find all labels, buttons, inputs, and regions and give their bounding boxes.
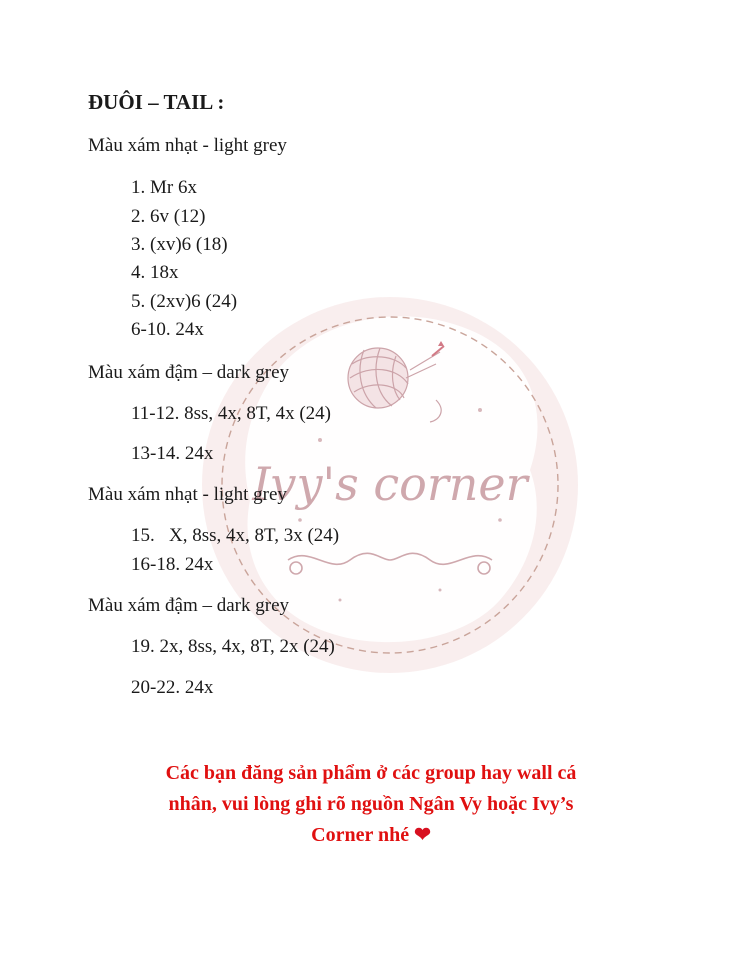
- notice-line-3: [110, 820, 632, 851]
- ivys-corner-watermark: [200, 260, 580, 700]
- pattern-row: 2. 6v (12): [131, 206, 206, 227]
- heart-icon: ❤: [414, 824, 431, 846]
- pattern-row: 13-14. 24x: [131, 443, 214, 464]
- pattern-row: 6-10. 24x: [131, 319, 204, 340]
- color-label-dark-grey-1: Màu xám đậm – dark grey: [88, 362, 290, 383]
- pattern-row: 11-12. 8ss, 4x, 8T, 4x (24): [131, 403, 332, 424]
- notice-line-3-text: Corner nhé: [311, 824, 410, 846]
- pattern-row: 4. 18x: [131, 262, 179, 283]
- notice-line-1: Các bạn đăng sản phẩm ở các group hay wall cá: [165, 762, 577, 784]
- watermark-text: Ivy's corner: [252, 457, 528, 511]
- pattern-row: 1. Mr 6x: [131, 177, 197, 198]
- notice-line-2: nhân, vui lòng ghi rõ nguồn Ngân Vy hoặc Ivy’s: [168, 793, 574, 815]
- color-label-light-grey-2: Màu xám nhạt - light grey: [88, 484, 287, 505]
- pattern-row: 20-22. 24x: [131, 677, 214, 698]
- pattern-row: 3. (xv)6 (18): [131, 234, 228, 255]
- pattern-row: 16-18. 24x: [131, 554, 214, 575]
- pattern-row: 19. 2x, 8ss, 4x, 8T, 2x (24): [131, 636, 335, 657]
- section-heading: ĐUÔI – TAIL :: [88, 90, 225, 114]
- pattern-row: 5. (2xv)6 (24): [131, 291, 238, 312]
- pattern-row: 15. X, 8ss, 4x, 8T, 3x (24): [131, 525, 340, 546]
- credit-notice: [110, 758, 632, 851]
- color-label-light-grey-1: Màu xám nhạt - light grey: [88, 135, 287, 156]
- color-label-dark-grey-2: Màu xám đậm – dark grey: [88, 595, 290, 616]
